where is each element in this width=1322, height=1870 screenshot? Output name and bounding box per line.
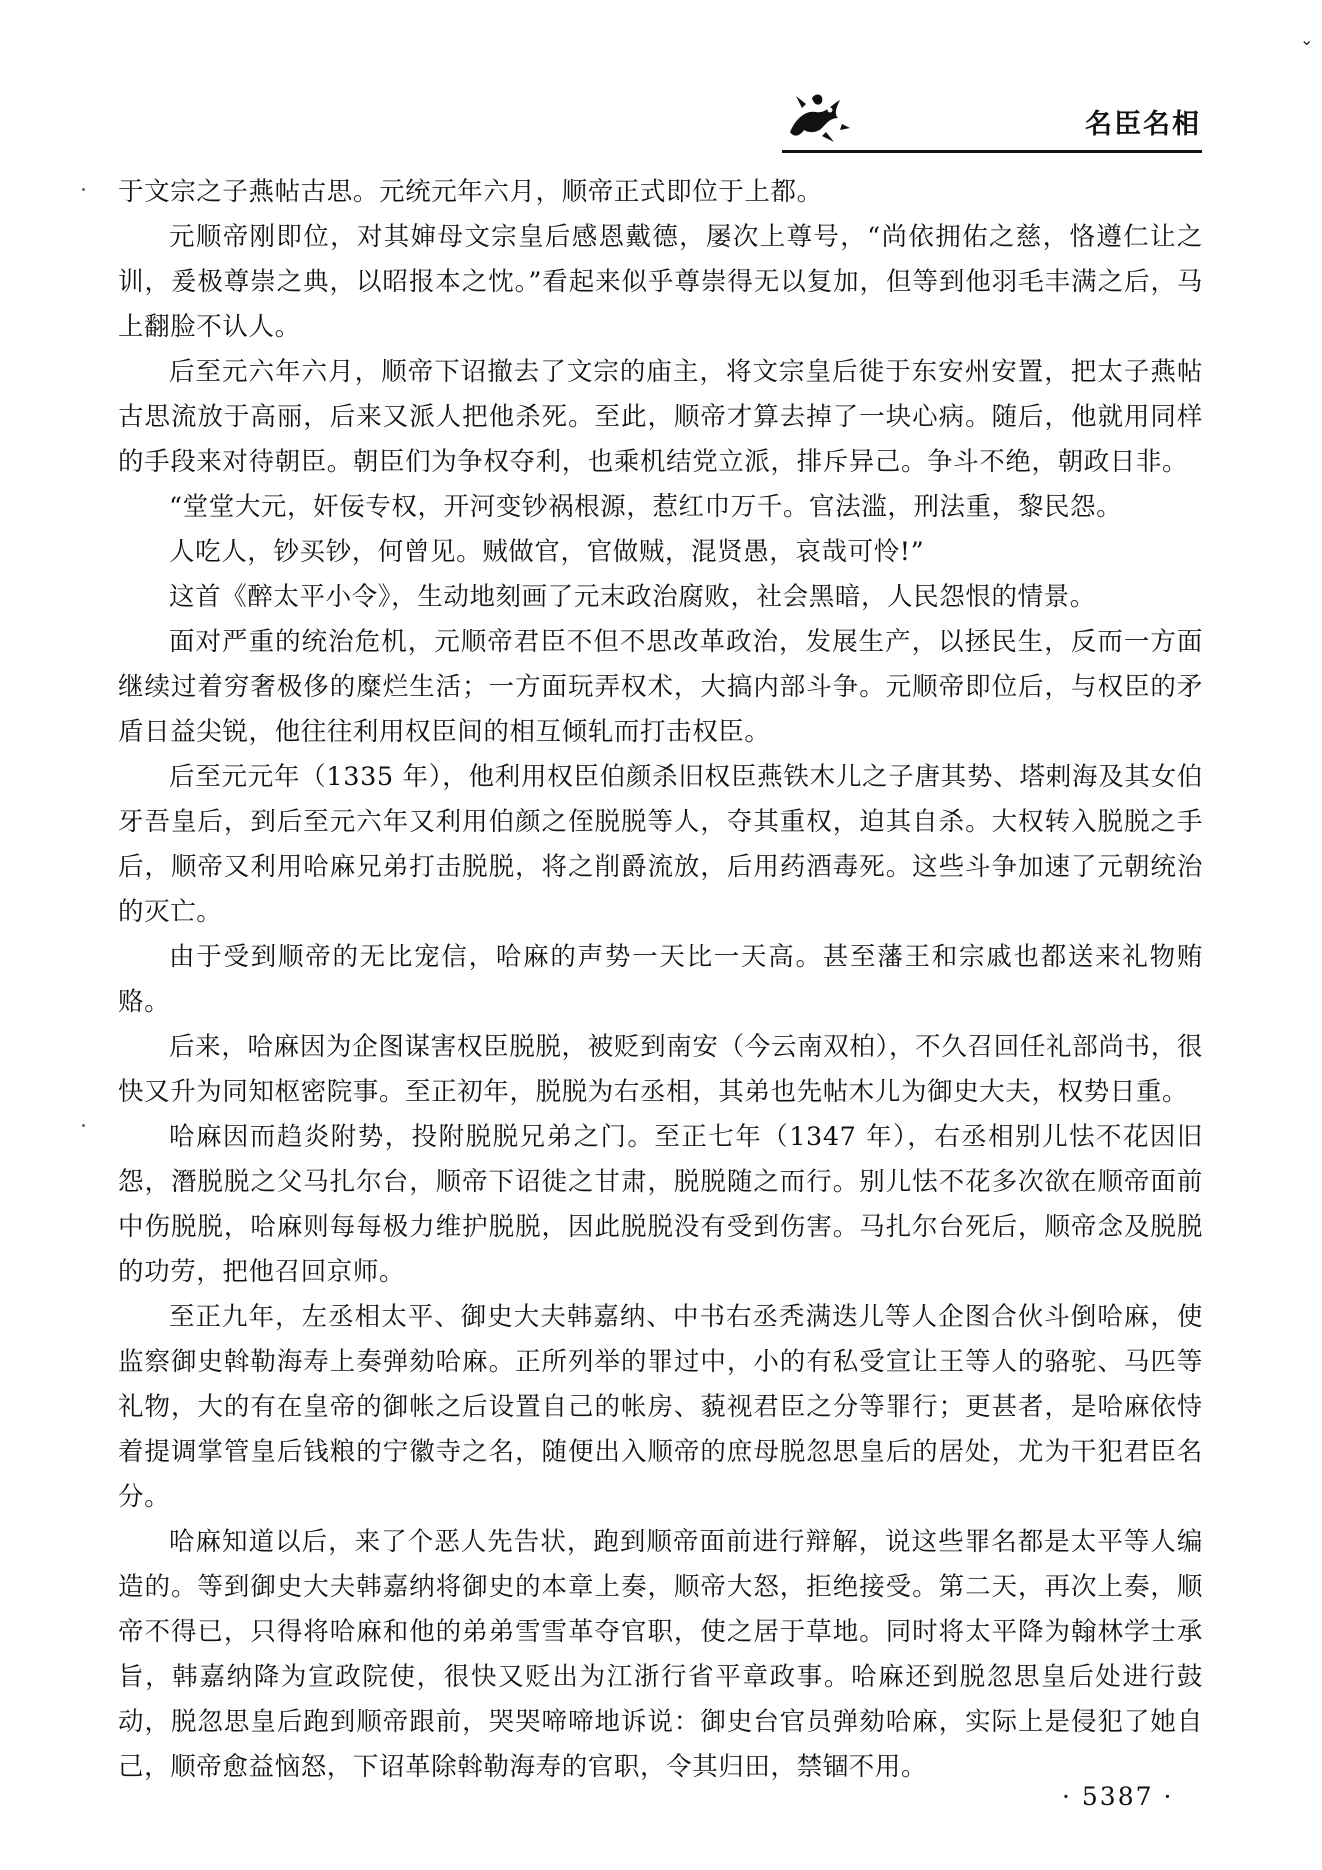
quote-line: “堂堂大元，奸佞专权，开河变钞祸根源，惹红巾万千。官法滥，刑法重，黎民怨。 bbox=[169, 492, 1123, 522]
paragraph: 后至元元年（1335 年），他利用权臣伯颜杀旧权臣燕铁木儿之子唐其势、塔剌海及其女伯牙吾皇后，到后至元六年又利用伯颜之侄脱脱等人，夺其重权，迫其自杀。大权转入脱脱之手后，顺帝又利用哈麻兄弟打击脱脱，将之削爵流放，后用药酒毒死。这些斗争加速了元朝统治的灭亡。 bbox=[118, 762, 1203, 927]
paragraph: 这首《醉太平小令》，生动地刻画了元末政治腐败，社会黑暗，人民怨恨的情景。 bbox=[169, 582, 1096, 612]
paragraph: 元顺帝刚即位，对其婶母文宗皇后感恩戴德，屡次上尊号，“尚依拥佑之慈，恪遵仁让之训，爰极尊崇之典，以昭报本之忱。”看起来似乎尊崇得无以复加，但等到他羽毛丰满之后，马上翻脸不认人。 bbox=[118, 222, 1203, 342]
corner-mark: ⌄ bbox=[1300, 30, 1314, 49]
page-number: · 5387 · bbox=[1062, 1782, 1174, 1811]
scan-speck bbox=[82, 188, 85, 191]
paragraph: 由于受到顺帝的无比宠信，哈麻的声势一天比一天高。甚至藩王和宗戚也都送来礼物贿赂。 bbox=[118, 942, 1203, 1017]
section-title: 名臣名相 bbox=[1085, 109, 1201, 140]
paragraph: 后来，哈麻因为企图谋害权臣脱脱，被贬到南安（今云南双柏），不久召回任礼部尚书，很快又升为同知枢密院事。至正初年，脱脱为右丞相，其弟也先帖木儿为御史大夫，权势日重。 bbox=[118, 1032, 1203, 1107]
paragraph: 至正九年，左丞相太平、御史大夫韩嘉纳、中书右丞秃满迭儿等人企图合伙斗倒哈麻，使监察御史斡勒海寿上奏弹劾哈麻。正所列举的罪过中，小的有私受宣让王等人的骆驼、马匹等礼物，大的有在皇帝的御帐之后设置自己的帐房、藐视君臣之分等罪行；更甚者，是哈麻依恃着提调掌管皇后钱粮的宁徽寺之名，随便出入顺帝的庶母脱忽思皇后的居处，尤为干犯君臣名分。 bbox=[118, 1302, 1203, 1512]
quote-line: 人吃人，钞买钞，何曾见。贼做官，官做贼，混贤愚，哀哉可怜!” bbox=[169, 537, 925, 567]
article-body bbox=[118, 170, 1203, 1790]
paragraph: 面对严重的统治危机，元顺帝君臣不但不思改革政治，发展生产，以拯民生，反而一方面继续过着穷奢极侈的糜烂生活；一方面玩弄权术，大搞内部斗争。元顺帝即位后，与权臣的矛盾日益尖锐，他往往利用权臣间的相互倾轧而打击权臣。 bbox=[118, 627, 1203, 747]
scan-speck bbox=[82, 1124, 85, 1127]
paragraph: 后至元六年六月，顺帝下诏撤去了文宗的庙主，将文宗皇后徙于东安州安置，把太子燕帖古思流放于高丽，后来又派人把他杀死。至此，顺帝才算去掉了一块心病。随后，他就用同样的手段来对待朝臣。朝臣们为争权夺利，也乘机结党立派，排斥异己。争斗不绝，朝政日非。 bbox=[118, 357, 1203, 477]
paragraph: 哈麻知道以后，来了个恶人先告状，跑到顺帝面前进行辩解，说这些罪名都是太平等人编造的。等到御史大夫韩嘉纳将御史的本章上奏，顺帝大怒，拒绝接受。第二天，再次上奏，顺帝不得已，只得将哈麻和他的弟弟雪雪革夺官职，使之居于草地。同时将太平降为翰林学士承旨，韩嘉纳降为宣政院使，很快又贬出为江浙行省平章政事。哈麻还到脱忽思皇后处进行鼓动，脱忽思皇后跑到顺帝跟前，哭哭啼啼地诉说：御史台官员弹劾哈麻，实际上是侵犯了她自己，顺帝愈益恼怒，下诏革除斡勒海寿的官职，令其归田，禁锢不用。 bbox=[118, 1527, 1203, 1782]
paragraph: 哈麻因而趋炎附势，投附脱脱兄弟之门。至正七年（1347 年），右丞相别儿怯不花因旧怨，潛脱脱之父马扎尔台，顺帝下诏徙之甘肃，脱脱随之而行。别儿怯不花多次欲在顺帝面前中伤脱脱，哈麻则每每极力维护脱脱，因此脱脱没有受到伤害。马扎尔台死后，顺帝念及脱脱的功劳，把他召回京师。 bbox=[118, 1122, 1203, 1287]
header-rule bbox=[782, 150, 1202, 153]
dragon-icon bbox=[782, 88, 852, 148]
paragraph: 于文宗之子燕帖古思。元统元年六月，顺帝正式即位于上都。 bbox=[118, 177, 823, 207]
